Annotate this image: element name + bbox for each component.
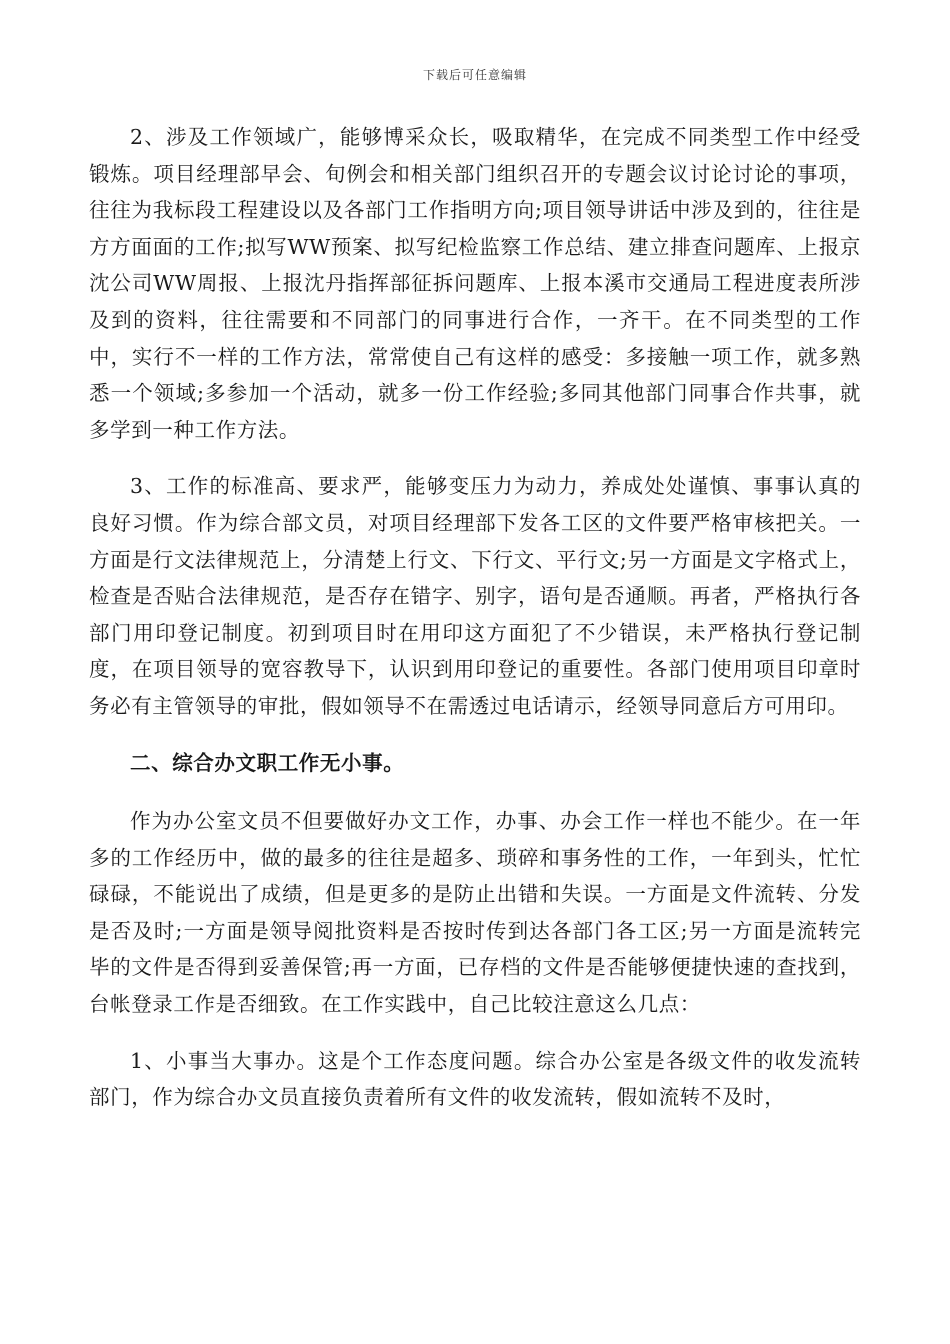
document-body: [89, 119, 861, 1136]
paragraph-work-fields: 2、涉及工作领域广，能够博采众长，吸取精华，在完成不同类型工作中经受锻炼。项目经理部早会、旬例会和相关部门组织召开的专题会议讨论讨论的事项，往往为我标段工程建设以及各部门工作指明方向;项目领导讲话中涉及到的，往往是方方面面的工作;拟写WW预案、拟写纪检监察工作总结、建立排查问题库、上报京沈公司WW周报、上报沈丹指挥部征拆问题库、上报本溪市交通局工程进度表所涉及到的资料，往往需要和不同部门的同事进行合作，一齐干。在不同类型的工作中，实行不一样的工作方法，常常使自己有这样的感受：多接触一项工作，就多熟悉一个领域;多参加一个活动，就多一份工作经验;多同其他部门同事合作共事，就多学到一种工作方法。: [89, 125, 861, 442]
section-heading: 二、综合办文职工作无小事。: [130, 750, 405, 775]
page-header: 下载后可任意编辑: [422, 68, 527, 82]
paragraph-office-duties: 作为办公室文员不但要做好办文工作，办事、办会工作一样也不能少。在一年多的工作经历中，做的最多的往往是超多、琐碎和事务性的工作，一年到头，忙忙碌碌，不能说出了成绩，但是更多的是防止出错和失误。一方面是文件流转、分发是否及时;一方面是领导阅批资料是否按时传到达各部门各工区;另一方面是流转完毕的文件是否得到妥善保管;再一方面，已存档的文件是否能够便捷快速的查找到，台帐登录工作是否细致。在工作实践中，自己比较注意这么几点：: [89, 809, 861, 1017]
paragraph-small-matters: 1、小事当大事办。这是个工作态度问题。综合办公室是各级文件的收发流转部门，作为综合办文员直接负责着所有文件的收发流转，假如流转不及时，: [89, 1048, 861, 1110]
paragraph-work-standards: 3、工作的标准高、要求严，能够变压力为动力，养成处处谨慎、事事认真的良好习惯。作为综合部文员，对项目经理部下发各工区的文件要严格审核把关。一方面是行文法律规范上，分清楚上行文、下行文、平行文;另一方面是文字格式上，检查是否贴合法律规范，是否存在错字、别字，语句是否通顺。再者，严格执行各部门用印登记制度。初到项目时在用印这方面犯了不少错误，未严格执行登记制度，在项目领导的宽容教导下，认识到用印登记的重要性。各部门使用项目印章时务必有主管领导的审批，假如领导不在需透过电话请示，经领导同意后方可用印。: [89, 474, 861, 718]
